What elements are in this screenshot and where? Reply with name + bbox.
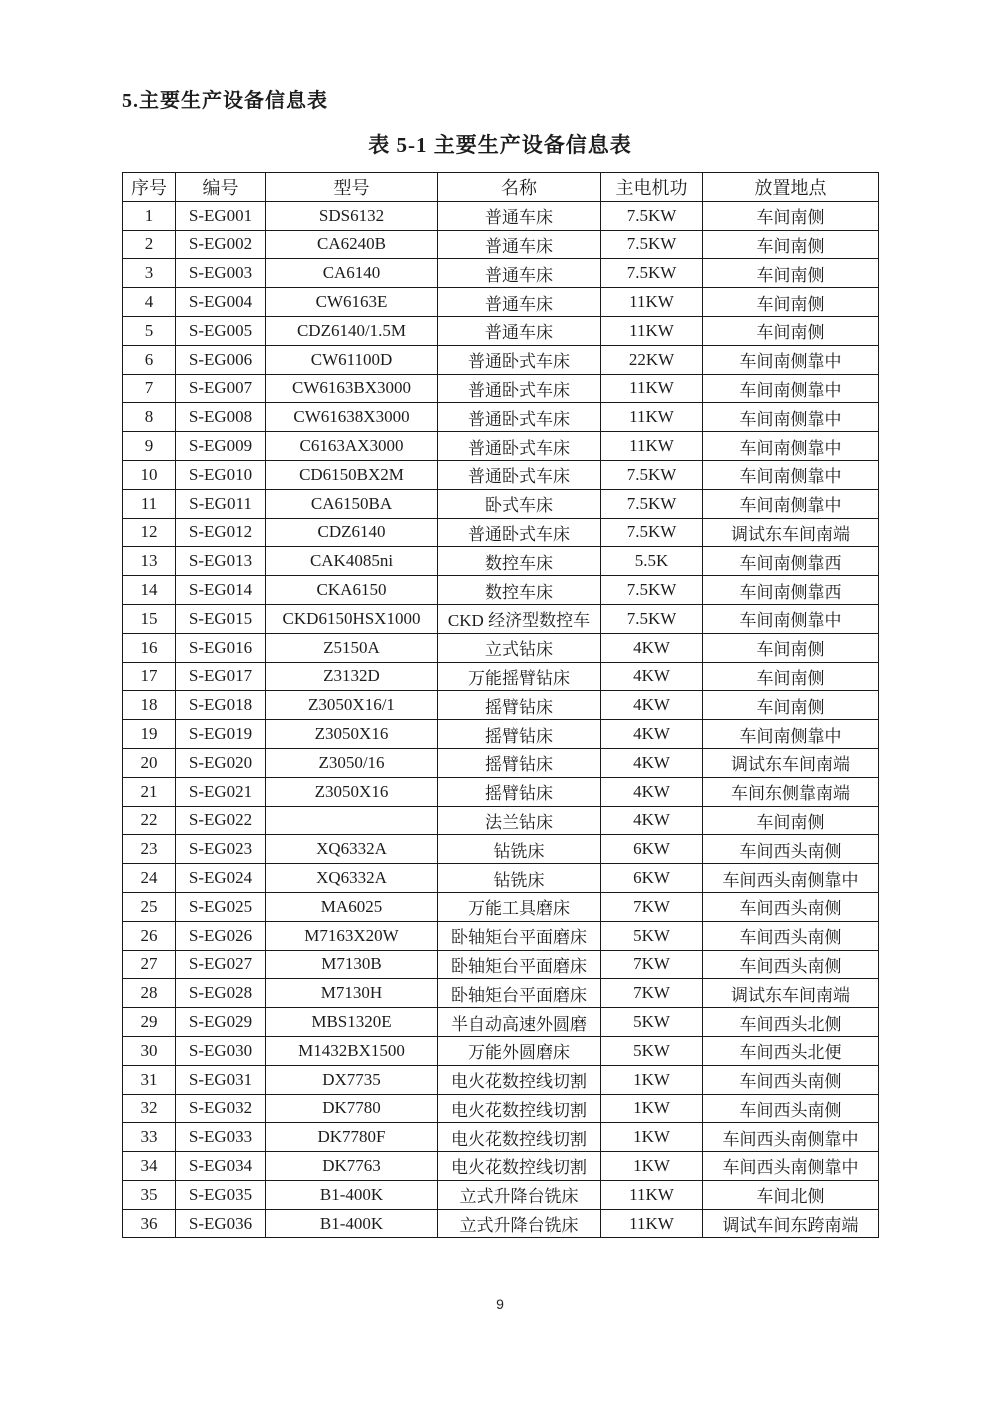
table-cell: 12 <box>123 518 176 547</box>
table-cell: 19 <box>123 720 176 749</box>
table-cell: 普通车床 <box>438 230 601 259</box>
table-cell: 21 <box>123 777 176 806</box>
table-cell: 4KW <box>601 720 703 749</box>
table-cell: M7163X20W <box>266 921 438 950</box>
table-cell: 2 <box>123 230 176 259</box>
table-cell: 普通车床 <box>438 259 601 288</box>
table-cell: 9 <box>123 432 176 461</box>
table-cell: Z3050X16 <box>266 777 438 806</box>
table-cell: 7.5KW <box>601 201 703 230</box>
table-cell: XQ6332A <box>266 864 438 893</box>
table-cell: 36 <box>123 1209 176 1238</box>
table-cell: 普通车床 <box>438 316 601 345</box>
table-cell: 26 <box>123 921 176 950</box>
table-cell: 车间西头南侧 <box>703 1094 879 1123</box>
table-cell: 7.5KW <box>601 576 703 605</box>
table-cell: 车间南侧 <box>703 633 879 662</box>
table-cell: 万能工具磨床 <box>438 892 601 921</box>
table-cell: 普通卧式车床 <box>438 460 601 489</box>
table-cell: 电火花数控线切割 <box>438 1094 601 1123</box>
table-cell: 万能摇臂钻床 <box>438 662 601 691</box>
table-cell: S-EG034 <box>176 1152 266 1181</box>
table-cell: 立式升降台铣床 <box>438 1209 601 1238</box>
table-cell: S-EG001 <box>176 201 266 230</box>
table-cell: 7.5KW <box>601 460 703 489</box>
table-row <box>123 432 879 461</box>
table-row <box>123 921 879 950</box>
table-cell: 摇臂钻床 <box>438 691 601 720</box>
table-cell: 4 <box>123 288 176 317</box>
table-cell: 车间西头南侧靠中 <box>703 864 879 893</box>
table-cell: DX7735 <box>266 1065 438 1094</box>
table-cell: 17 <box>123 662 176 691</box>
table-cell: 车间西头北便 <box>703 1036 879 1065</box>
table-row <box>123 1065 879 1094</box>
table-cell: 车间西头南侧靠中 <box>703 1123 879 1152</box>
table-cell: 车间南侧靠中 <box>703 432 879 461</box>
table-cell: 电火花数控线切割 <box>438 1123 601 1152</box>
table-cell: 7.5KW <box>601 518 703 547</box>
table-cell: 车间南侧 <box>703 230 879 259</box>
column-header: 序号 <box>123 173 176 202</box>
column-header: 名称 <box>438 173 601 202</box>
table-cell: M7130B <box>266 950 438 979</box>
table-cell: CDZ6140 <box>266 518 438 547</box>
section-title: 5.主要生产设备信息表 <box>122 90 328 112</box>
table-cell: S-EG024 <box>176 864 266 893</box>
table-cell: 车间南侧靠中 <box>703 460 879 489</box>
table-row <box>123 806 879 835</box>
table-cell: 30 <box>123 1036 176 1065</box>
table-cell: 钻铣床 <box>438 864 601 893</box>
table-cell: CW6163E <box>266 288 438 317</box>
table-cell: CD6150BX2M <box>266 460 438 489</box>
table-cell: S-EG020 <box>176 748 266 777</box>
table-row <box>123 1008 879 1037</box>
table-cell: S-EG027 <box>176 950 266 979</box>
table-cell: 车间南侧靠西 <box>703 576 879 605</box>
table-row <box>123 1209 879 1238</box>
table-cell: 1KW <box>601 1065 703 1094</box>
table-cell: 7 <box>123 374 176 403</box>
table-row <box>123 1123 879 1152</box>
table-cell: 普通卧式车床 <box>438 518 601 547</box>
table-cell: 车间南侧 <box>703 806 879 835</box>
table-row <box>123 1094 879 1123</box>
equipment-table <box>122 172 879 1238</box>
table-row <box>123 633 879 662</box>
table-cell: S-EG009 <box>176 432 266 461</box>
table-cell: 22 <box>123 806 176 835</box>
column-header: 放置地点 <box>703 173 879 202</box>
table-row <box>123 979 879 1008</box>
table-row <box>123 748 879 777</box>
table-cell: 车间南侧靠中 <box>703 489 879 518</box>
table-cell: 35 <box>123 1180 176 1209</box>
table-row <box>123 892 879 921</box>
table-cell: S-EG033 <box>176 1123 266 1152</box>
table-cell: 车间西头南侧 <box>703 950 879 979</box>
table-cell: CA6240B <box>266 230 438 259</box>
table-cell: 车间北侧 <box>703 1180 879 1209</box>
table-cell: 29 <box>123 1008 176 1037</box>
table-cell: 24 <box>123 864 176 893</box>
table-cell: CAK4085ni <box>266 547 438 576</box>
table-cell: 普通卧式车床 <box>438 432 601 461</box>
table-cell: 车间南侧 <box>703 662 879 691</box>
table-cell: 调试东车间南端 <box>703 518 879 547</box>
table-cell: 20 <box>123 748 176 777</box>
table-cell: S-EG019 <box>176 720 266 749</box>
table-cell: 数控车床 <box>438 576 601 605</box>
table-cell: 11KW <box>601 432 703 461</box>
table-cell: XQ6332A <box>266 835 438 864</box>
table-row <box>123 1036 879 1065</box>
table-cell: 车间南侧靠中 <box>703 720 879 749</box>
table-cell: S-EG031 <box>176 1065 266 1094</box>
table-cell: 4KW <box>601 691 703 720</box>
table-cell: 法兰钻床 <box>438 806 601 835</box>
table-row <box>123 777 879 806</box>
table-cell: MA6025 <box>266 892 438 921</box>
table-cell: 4KW <box>601 806 703 835</box>
table-cell: S-EG016 <box>176 633 266 662</box>
table-cell: 车间南侧靠中 <box>703 374 879 403</box>
column-header: 型号 <box>266 173 438 202</box>
table-cell: S-EG026 <box>176 921 266 950</box>
table-cell: CDZ6140/1.5M <box>266 316 438 345</box>
column-header: 编号 <box>176 173 266 202</box>
table-row <box>123 604 879 633</box>
table-cell: 万能外圆磨床 <box>438 1036 601 1065</box>
table-row <box>123 288 879 317</box>
table-cell: 25 <box>123 892 176 921</box>
table-cell: 车间西头南侧 <box>703 1065 879 1094</box>
table-row <box>123 720 879 749</box>
table-cell: S-EG036 <box>176 1209 266 1238</box>
table-cell: 摇臂钻床 <box>438 777 601 806</box>
table-cell: 22KW <box>601 345 703 374</box>
table-cell: S-EG008 <box>176 403 266 432</box>
table-cell: 7.5KW <box>601 489 703 518</box>
table-row <box>123 864 879 893</box>
table-cell: DK7780 <box>266 1094 438 1123</box>
table-cell: S-EG007 <box>176 374 266 403</box>
table-cell: 5.5K <box>601 547 703 576</box>
table-cell: S-EG002 <box>176 230 266 259</box>
table-cell: 调试东车间南端 <box>703 748 879 777</box>
table-row <box>123 547 879 576</box>
table-cell: 半自动高速外圆磨 <box>438 1008 601 1037</box>
table-cell: 7KW <box>601 950 703 979</box>
table-cell: 车间东侧靠南端 <box>703 777 879 806</box>
table-cell: 电火花数控线切割 <box>438 1065 601 1094</box>
table-cell: CW6163BX3000 <box>266 374 438 403</box>
table-cell: Z3050X16 <box>266 720 438 749</box>
table-row <box>123 576 879 605</box>
table-cell: 4KW <box>601 633 703 662</box>
table-row <box>123 950 879 979</box>
table-cell: 7.5KW <box>601 259 703 288</box>
table-cell: 11KW <box>601 374 703 403</box>
table-cell: S-EG032 <box>176 1094 266 1123</box>
table-cell: 1KW <box>601 1123 703 1152</box>
table-cell: S-EG028 <box>176 979 266 1008</box>
table-cell: 1KW <box>601 1152 703 1181</box>
table-cell: 调试车间东跨南端 <box>703 1209 879 1238</box>
table-cell: B1-400K <box>266 1180 438 1209</box>
table-row <box>123 230 879 259</box>
table-cell: 车间南侧 <box>703 288 879 317</box>
table-body <box>123 201 879 1238</box>
table-cell: 车间南侧 <box>703 201 879 230</box>
table-cell: CA6150BA <box>266 489 438 518</box>
table-cell: 车间西头南侧靠中 <box>703 1152 879 1181</box>
table-cell: MBS1320E <box>266 1008 438 1037</box>
table-cell: B1-400K <box>266 1209 438 1238</box>
table-cell: 18 <box>123 691 176 720</box>
table-cell: 16 <box>123 633 176 662</box>
table-cell: 1KW <box>601 1094 703 1123</box>
table-cell: CKD6150HSX1000 <box>266 604 438 633</box>
table-cell: M7130H <box>266 979 438 1008</box>
table-cell: 普通卧式车床 <box>438 374 601 403</box>
table-cell: 车间南侧靠中 <box>703 604 879 633</box>
table-cell: S-EG012 <box>176 518 266 547</box>
table-cell: 15 <box>123 604 176 633</box>
table-row <box>123 518 879 547</box>
table-cell: CKA6150 <box>266 576 438 605</box>
table-cell <box>266 806 438 835</box>
table-cell: 11KW <box>601 1180 703 1209</box>
table-cell: S-EG017 <box>176 662 266 691</box>
table-cell: 31 <box>123 1065 176 1094</box>
table-row <box>123 460 879 489</box>
table-cell: 立式钻床 <box>438 633 601 662</box>
table-cell: 车间南侧靠中 <box>703 345 879 374</box>
table-caption: 表 5-1 主要生产设备信息表 <box>368 133 632 157</box>
table-cell: 11KW <box>601 288 703 317</box>
table-cell: S-EG022 <box>176 806 266 835</box>
table-row <box>123 662 879 691</box>
table-cell: S-EG003 <box>176 259 266 288</box>
table-cell: S-EG030 <box>176 1036 266 1065</box>
table-row <box>123 374 879 403</box>
table-row <box>123 259 879 288</box>
table-cell: 车间南侧靠中 <box>703 403 879 432</box>
table-cell: 车间南侧靠西 <box>703 547 879 576</box>
table-cell: 数控车床 <box>438 547 601 576</box>
table-cell: CKD 经济型数控车 <box>438 604 601 633</box>
table-cell: S-EG029 <box>176 1008 266 1037</box>
table-cell: S-EG015 <box>176 604 266 633</box>
table-cell: CW61638X3000 <box>266 403 438 432</box>
table-cell: 立式升降台铣床 <box>438 1180 601 1209</box>
page-number: 9 <box>496 1296 504 1312</box>
table-cell: S-EG011 <box>176 489 266 518</box>
table-cell: DK7763 <box>266 1152 438 1181</box>
table-cell: 车间西头南侧 <box>703 921 879 950</box>
table-cell: 普通卧式车床 <box>438 403 601 432</box>
table-cell: Z3050/16 <box>266 748 438 777</box>
table-cell: 7KW <box>601 892 703 921</box>
table-cell: 6 <box>123 345 176 374</box>
table-cell: 14 <box>123 576 176 605</box>
table-cell: 11KW <box>601 316 703 345</box>
table-cell: 摇臂钻床 <box>438 748 601 777</box>
table-cell: 钻铣床 <box>438 835 601 864</box>
table-cell: S-EG035 <box>176 1180 266 1209</box>
table-cell: 5KW <box>601 921 703 950</box>
table-cell: 车间西头南侧 <box>703 835 879 864</box>
table-cell: S-EG010 <box>176 460 266 489</box>
table-cell: 车间西头南侧 <box>703 892 879 921</box>
table-cell: 4KW <box>601 662 703 691</box>
table-cell: 34 <box>123 1152 176 1181</box>
table-cell: 13 <box>123 547 176 576</box>
table-cell: S-EG006 <box>176 345 266 374</box>
table-row <box>123 345 879 374</box>
table-cell: 1 <box>123 201 176 230</box>
table-cell: DK7780F <box>266 1123 438 1152</box>
table-cell: 10 <box>123 460 176 489</box>
table-cell: 调试东车间南端 <box>703 979 879 1008</box>
table-cell: 32 <box>123 1094 176 1123</box>
table-cell: 6KW <box>601 864 703 893</box>
table-cell: 车间南侧 <box>703 259 879 288</box>
table-cell: S-EG004 <box>176 288 266 317</box>
table-row <box>123 489 879 518</box>
table-cell: C6163AX3000 <box>266 432 438 461</box>
table-cell: 5KW <box>601 1008 703 1037</box>
table-cell: 23 <box>123 835 176 864</box>
table-cell: S-EG018 <box>176 691 266 720</box>
table-cell: CA6140 <box>266 259 438 288</box>
table-cell: S-EG025 <box>176 892 266 921</box>
table-cell: S-EG021 <box>176 777 266 806</box>
table-cell: 电火花数控线切割 <box>438 1152 601 1181</box>
table-row <box>123 691 879 720</box>
table-cell: 5 <box>123 316 176 345</box>
table-cell: 6KW <box>601 835 703 864</box>
table-cell: S-EG013 <box>176 547 266 576</box>
table-cell: 车间南侧 <box>703 316 879 345</box>
equipment-table-container <box>122 172 878 1238</box>
table-cell: 11KW <box>601 403 703 432</box>
table-cell: 卧轴矩台平面磨床 <box>438 921 601 950</box>
table-cell: 7.5KW <box>601 604 703 633</box>
table-row <box>123 1180 879 1209</box>
table-cell: 普通卧式车床 <box>438 345 601 374</box>
table-row <box>123 835 879 864</box>
table-cell: S-EG005 <box>176 316 266 345</box>
table-cell: 28 <box>123 979 176 1008</box>
table-cell: 3 <box>123 259 176 288</box>
table-cell: Z5150A <box>266 633 438 662</box>
table-header-row <box>123 173 879 202</box>
table-cell: 11 <box>123 489 176 518</box>
table-cell: 5KW <box>601 1036 703 1065</box>
table-cell: 8 <box>123 403 176 432</box>
table-cell: S-EG014 <box>176 576 266 605</box>
table-cell: SDS6132 <box>266 201 438 230</box>
table-cell: 卧式车床 <box>438 489 601 518</box>
table-cell: Z3132D <box>266 662 438 691</box>
table-cell: CW61100D <box>266 345 438 374</box>
table-cell: 4KW <box>601 748 703 777</box>
table-row <box>123 1152 879 1181</box>
table-cell: 普通车床 <box>438 288 601 317</box>
table-header <box>123 173 879 202</box>
table-cell: 27 <box>123 950 176 979</box>
table-cell: S-EG023 <box>176 835 266 864</box>
table-cell: 33 <box>123 1123 176 1152</box>
table-cell: 车间西头北侧 <box>703 1008 879 1037</box>
table-cell: 卧轴矩台平面磨床 <box>438 979 601 1008</box>
table-cell: Z3050X16/1 <box>266 691 438 720</box>
table-cell: 7KW <box>601 979 703 1008</box>
table-cell: 普通车床 <box>438 201 601 230</box>
table-cell: 4KW <box>601 777 703 806</box>
table-row <box>123 403 879 432</box>
table-cell: 7.5KW <box>601 230 703 259</box>
table-row <box>123 201 879 230</box>
table-cell: 11KW <box>601 1209 703 1238</box>
table-row <box>123 316 879 345</box>
table-cell: 车间南侧 <box>703 691 879 720</box>
table-cell: 卧轴矩台平面磨床 <box>438 950 601 979</box>
column-header: 主电机功 <box>601 173 703 202</box>
table-cell: 摇臂钻床 <box>438 720 601 749</box>
table-cell: M1432BX1500 <box>266 1036 438 1065</box>
